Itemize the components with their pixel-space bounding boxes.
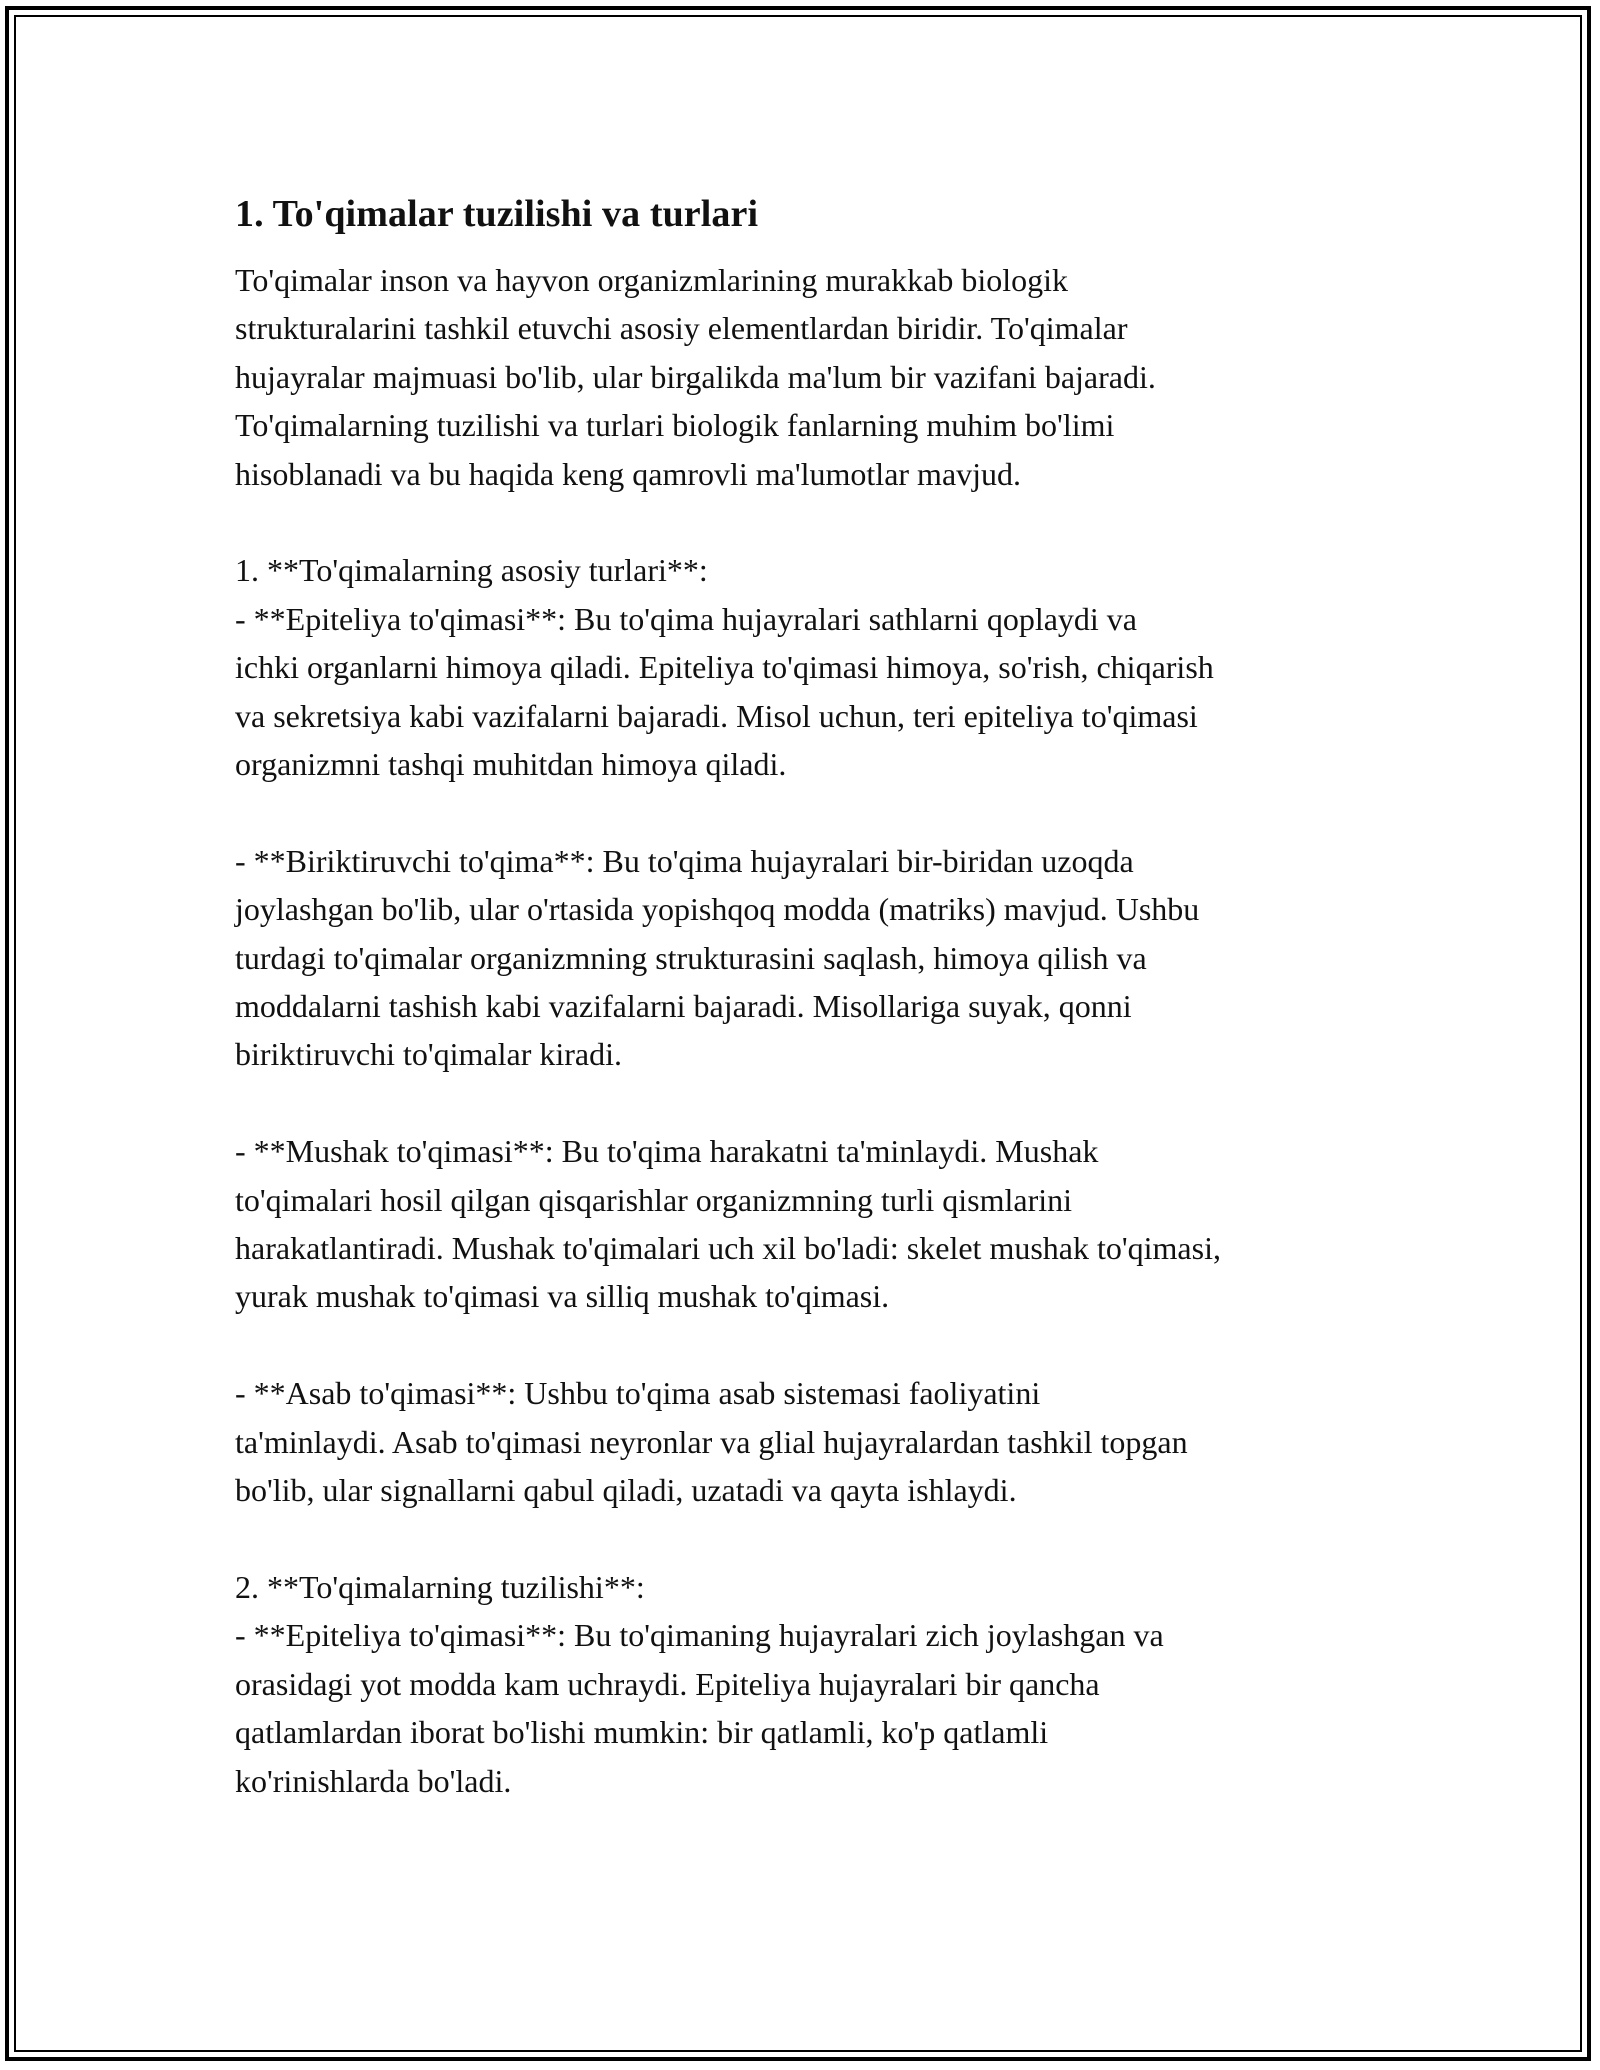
document-title: 1. To'qimalar tuzilishi va turlari — [235, 193, 759, 235]
section-1-epithelial-paragraph: 1. **To'qimalarning asosiy turlari**: - **Epiteliya to'qimasi**: Bu to'qima hujayralari sathlarni qoplaydi va ichki organlarni himoya qiladi. Epiteliya to'qimasi himoya, so'rish, chiqarish va sekretsiya kabi vazifalarni bajaradi. Misol uchun, teri epiteliya to'qimasi organizmni tashqi muhitdan himoya qiladi. — [235, 552, 1214, 783]
nervous-tissue-paragraph: - **Asab to'qimasi**: Ushbu to'qima asab sistemasi faoliyatini ta'minlaydi. Asab to'qimasi neyronlar va glial hujayralardan tashkil topgan bo'lib, ular signallarni qabul qiladi, uzatadi va qayta ishlaydi. — [235, 1375, 1188, 1509]
paragraph-spacer — [235, 498, 1395, 546]
muscle-tissue-paragraph: - **Mushak to'qimasi**: Bu to'qima harakatni ta'minlaydi. Mushak to'qimalari hosil qilgan qisqarishlar organizmning turli qismlarini harakatlantiradi. Mushak to'qimalari uch xil bo'ladi: skelet mushak to'qimasi, yurak mushak to'qimasi va silliq mushak to'qimasi. — [235, 1133, 1221, 1315]
paragraph-spacer — [235, 1321, 1395, 1369]
paragraph-spacer — [235, 788, 1395, 836]
paragraph-spacer — [235, 1079, 1395, 1127]
connective-tissue-paragraph: - **Biriktiruvchi to'qima**: Bu to'qima hujayralari bir-biridan uzoqda joylashgan bo'lib, ular o'rtasida yopishqoq modda (matriks) mavjud. Ushbu turdagi to'qimalar organizmning strukturasini saqlash, himoya qilish va moddalarni tashish kabi vazifalarni bajaradi. Misollariga suyak, qonni biriktiruvchi to'qimalar kiradi. — [235, 842, 1200, 1073]
document-body — [235, 186, 1395, 1805]
paragraph-spacer — [235, 1515, 1395, 1563]
intro-paragraph: To'qimalar inson va hayvon organizmlarining murakkab biologik strukturalarini tashkil etuvchi asosiy elementlardan biridir. To'qimalar hujayralar majmuasi bo'lib, ular birgalikda ma'lum bir vazifani bajaradi. To'qimalarning tuzilishi va turlari biologik fanlarning muhim bo'limi hisoblanadi va bu haqida keng qamrovli ma'lumotlar mavjud. — [235, 262, 1156, 492]
section-2-structure-paragraph: 2. **To'qimalarning tuzilishi**: - **Epiteliya to'qimasi**: Bu to'qimaning hujayralari zich joylashgan va orasidagi yot modda kam uchraydi. Epiteliya hujayralari bir qancha qatlamlardan iborat bo'lishi mumkin: bir qatlamli, ko'p qatlamli ko'rinishlarda bo'ladi. — [235, 1568, 1164, 1799]
